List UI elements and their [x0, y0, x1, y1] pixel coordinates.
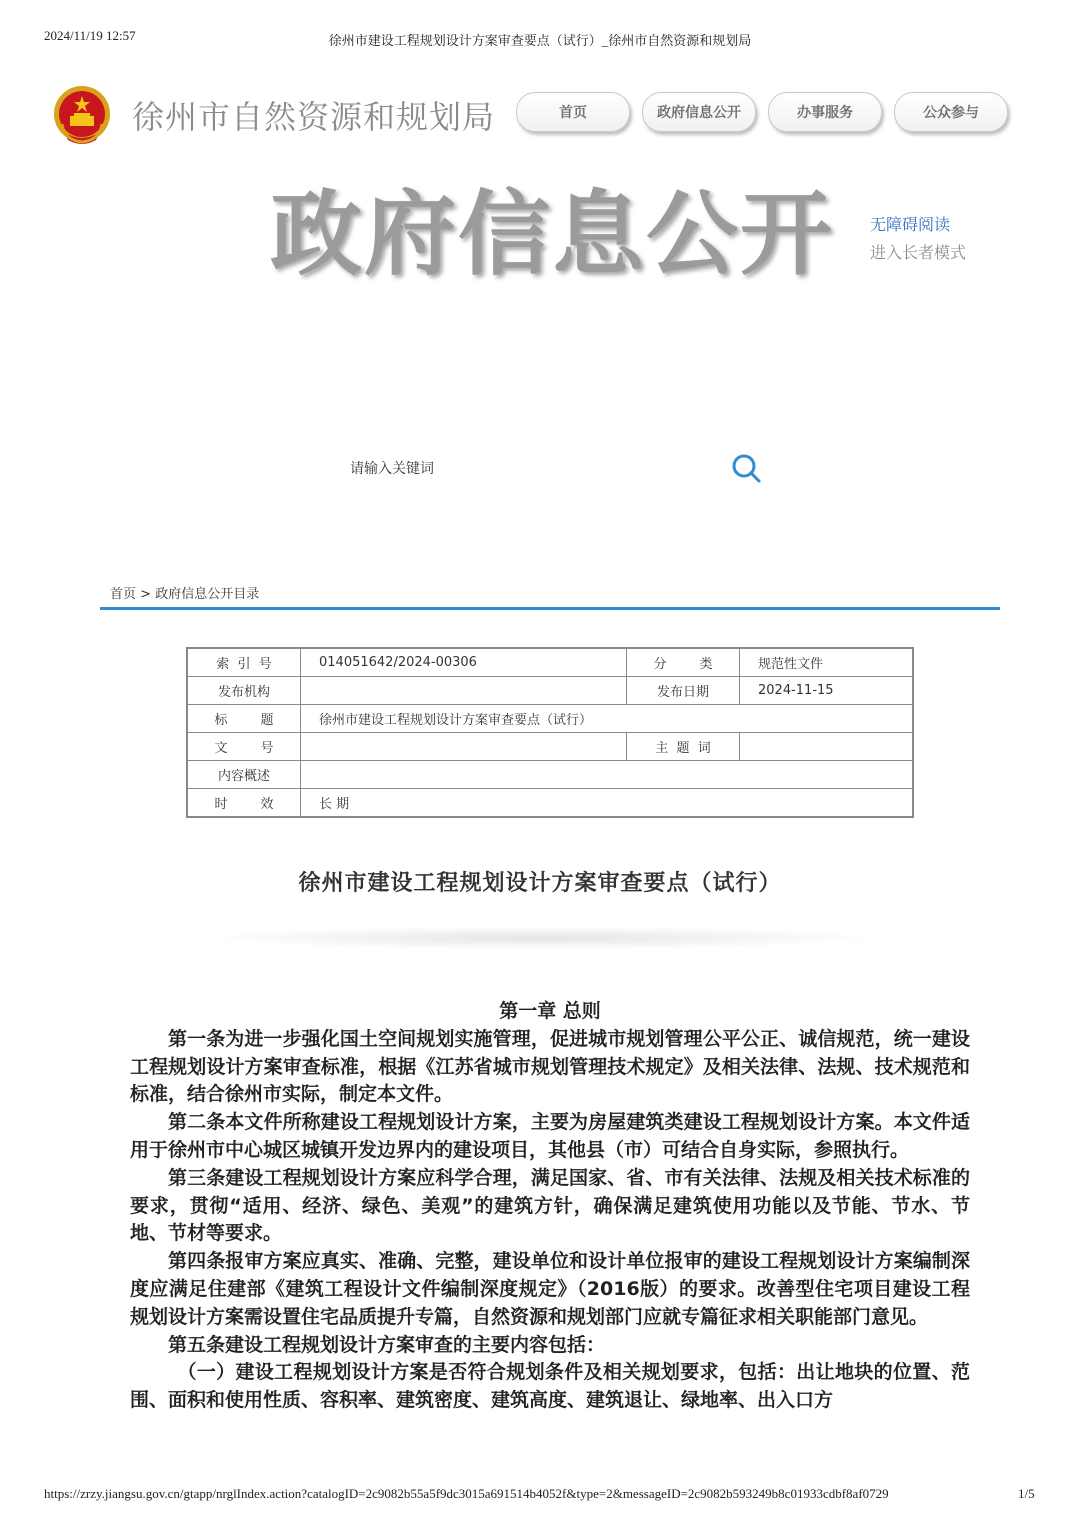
- accessible-reading-link[interactable]: 无障碍阅读: [870, 215, 951, 234]
- breadcrumb-separator: >: [140, 587, 152, 602]
- article-item: （一）建设工程规划设计方案是否符合规划条件及相关规划要求，包括：出让地块的位置、范围、面积和使用性质、容积率、建筑密度、建筑高度、建筑退让、绿地率、出入口方: [130, 1361, 970, 1412]
- print-date: 2024/11/19 12:57: [44, 28, 136, 43]
- article-paragraph: 第四条报审方案应真实、准确、完整，建设单位和设计单位报审的建设工程规划设计方案编制深度应满足住建部《建筑工程设计文件编制深度规定》（2016版）的要求。改善型住宅项目建设工程规划设计方案需设置住宅品质提升专篇，自然资源和规划部门应就专篇征求相关职能部门意见。: [130, 1250, 970, 1328]
- table-row: [187, 761, 913, 789]
- elder-mode-link[interactable]: 进入长者模式: [870, 243, 967, 262]
- table-row: [187, 648, 913, 677]
- site-name[interactable]: 徐州市自然资源和规划局: [132, 98, 496, 136]
- docno-label: 文 号: [187, 733, 301, 761]
- category-label: 分 类: [627, 648, 740, 677]
- publisher-value: [301, 677, 627, 705]
- summary-value: [301, 761, 914, 789]
- search-icon[interactable]: [730, 452, 762, 484]
- document-meta-table: [186, 647, 914, 818]
- nav-public-button[interactable]: 公众参与: [894, 92, 1008, 132]
- article-paragraph: 第一条为进一步强化国土空间规划实施管理，促进城市规划管理公平公正、诚信规范，统一建设工程规划设计方案审查标准，根据《江苏省城市规划管理技术规定》及相关法律、法规、技术规范和标准，结合徐州市实际，制定本文件。: [130, 1027, 970, 1106]
- search-bar: [340, 448, 770, 488]
- title-shadow-divider: [200, 926, 880, 950]
- table-row: [187, 789, 913, 818]
- table-row: [187, 705, 913, 733]
- category-value: 规范性文件: [740, 648, 914, 677]
- date-label: 发布日期: [627, 677, 740, 705]
- validity-label: 时 效: [187, 789, 301, 818]
- date-value: 2024-11-15: [740, 677, 914, 705]
- article-paragraph: 第二条本文件所称建设工程规划设计方案，主要为房屋建筑类建设工程规划设计方案。本文件适用于徐州市中心城区城镇开发边界内的建设项目，其他县（市）可结合自身实际，参照执行。: [130, 1111, 970, 1161]
- nav-home-button[interactable]: 首页: [516, 92, 630, 132]
- print-header: [0, 28, 1080, 48]
- docno-value: [301, 733, 627, 761]
- print-footer: [0, 1486, 1080, 1506]
- keyword-value: [740, 733, 914, 761]
- table-row: [187, 733, 913, 761]
- chapter-heading: 第一章 总则: [499, 1000, 601, 1022]
- publisher-label: 发布机构: [187, 677, 301, 705]
- summary-label: 内容概述: [187, 761, 301, 789]
- national-emblem-icon[interactable]: [50, 84, 114, 148]
- print-page-title: 徐州市建设工程规划设计方案审查要点（试行）_徐州市自然资源和规划局: [328, 33, 752, 48]
- document-body: [130, 998, 970, 1415]
- banner-title: 政府信息公开: [270, 181, 835, 288]
- title-label: 标 题: [187, 705, 301, 733]
- breadcrumb-home[interactable]: 首页: [110, 587, 137, 602]
- breadcrumb: [110, 583, 259, 602]
- divider: [100, 607, 1000, 610]
- nav-gov-info-button[interactable]: 政府信息公开: [642, 92, 756, 132]
- page-url: https://zrzy.jiangsu.gov.cn/gtapp/nrglIndex.action?catalogID=2c9082b55a5f9dc3015a691514b4052f&type=2&messageID=2c9082b593249b8c01933cdbf8af0729: [44, 1486, 889, 1501]
- index-value: 014051642/2024-00306: [301, 648, 627, 677]
- search-input[interactable]: [348, 456, 712, 482]
- keyword-label: 主 题 词: [627, 733, 740, 761]
- validity-value: 长 期: [301, 789, 914, 818]
- page-number: 1/5: [1018, 1486, 1035, 1501]
- table-row: [187, 677, 913, 705]
- main-nav: [516, 92, 1008, 132]
- site-header: [0, 80, 1080, 160]
- title-value: 徐州市建设工程规划设计方案审查要点（试行）: [301, 705, 914, 733]
- article-paragraph: 第五条建设工程规划设计方案审查的主要内容包括：: [168, 1333, 606, 1356]
- nav-services-button[interactable]: 办事服务: [768, 92, 882, 132]
- index-label: 索 引 号: [187, 648, 301, 677]
- breadcrumb-current[interactable]: 政府信息公开目录: [155, 587, 260, 602]
- document-title: 徐州市建设工程规划设计方案审查要点（试行）: [298, 871, 782, 896]
- article-paragraph: 第三条建设工程规划设计方案应科学合理，满足国家、省、市有关法律、法规及相关技术标准的要求，贯彻“适用、经济、绿色、美观”的建筑方针，确保满足建筑使用功能以及节能、节水、节地、节材等要求。: [130, 1166, 970, 1245]
